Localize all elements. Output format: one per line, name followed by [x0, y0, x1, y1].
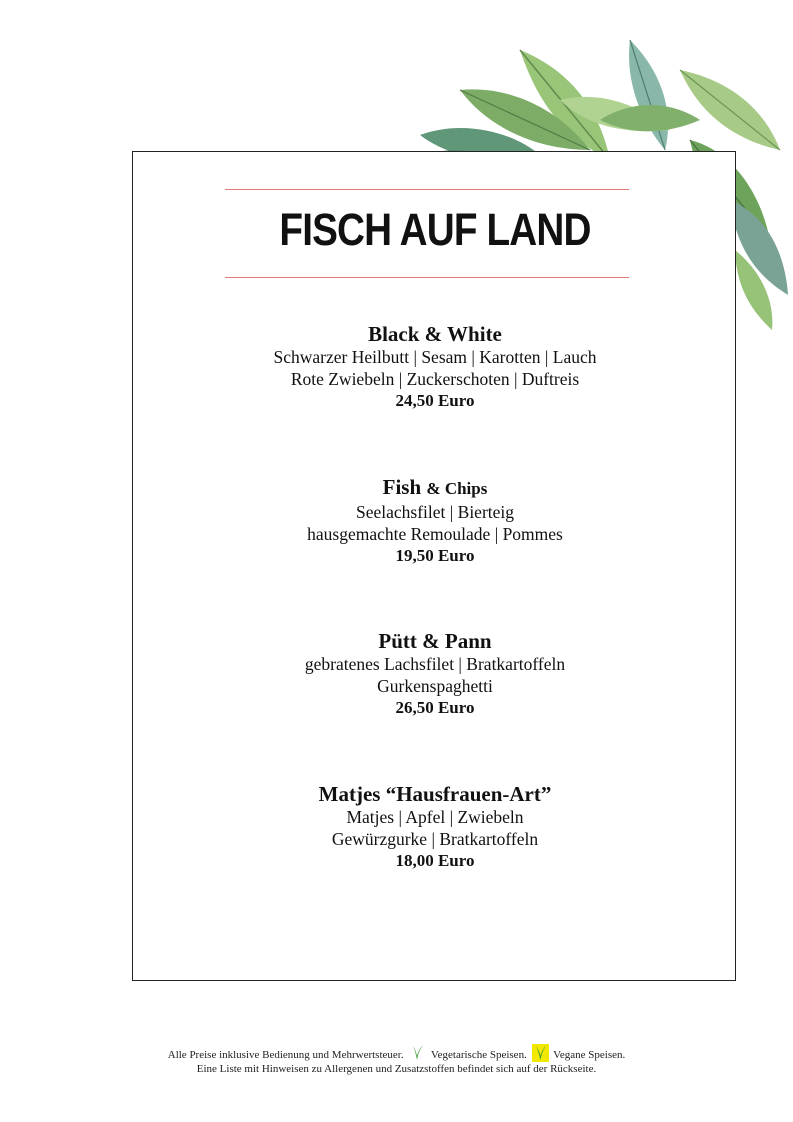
menu-title: FISCH AUF LAND: [279, 204, 591, 255]
dish-fish-chips: [133, 475, 737, 566]
menu-card: [132, 151, 736, 981]
dish-name-main: Fish: [382, 475, 422, 499]
dish-matjes: [133, 782, 737, 871]
dish-name-suffix: & Chips: [426, 479, 488, 498]
prices-note: Alle Preise inklusive Bedienung und Mehrwertsteuer.: [167, 1049, 404, 1061]
dish-name: Pütt & Pann: [378, 629, 492, 653]
dish-puett-pann: [133, 629, 737, 718]
dish-name: Matjes “Hausfrauen-Art”: [318, 782, 552, 806]
footer-line-1: [0, 1044, 793, 1062]
allergen-note: Eine Liste mit Hinweisen zu Allergenen und Zusatzstoffen befindet sich auf der Rückseite.: [196, 1063, 597, 1075]
dish-price: 18,00 Euro: [395, 851, 475, 870]
dish-description: gebratenes Lachsfilet | Bratkartoffeln: [304, 654, 566, 674]
dish-description: Schwarzer Heilbutt | Sesam | Karotten | Lauch: [273, 347, 597, 367]
footer-notes: [0, 1044, 793, 1076]
dish-name: Black & White: [368, 322, 502, 346]
dish-description: Gewürzgurke | Bratkartoffeln: [331, 829, 539, 849]
vegan-label: Vegane Speisen.: [553, 1049, 626, 1061]
dish-price: 19,50 Euro: [395, 546, 475, 565]
dish-price: 24,50 Euro: [395, 391, 475, 410]
dish-name: [133, 475, 737, 501]
dish-black-white: [133, 322, 737, 411]
dish-description: Seelachsfilet | Bierteig: [355, 502, 515, 522]
vegetarian-leaf-icon: [409, 1044, 425, 1062]
dish-description: Gurkenspaghetti: [377, 676, 493, 696]
dish-description: hausgemachte Remoulade | Pommes: [307, 524, 563, 544]
top-divider: [225, 189, 629, 190]
dish-description: Matjes | Apfel | Zwiebeln: [346, 807, 524, 827]
vegan-leaf-icon: [532, 1044, 549, 1062]
vegetarian-label: Vegetarische Speisen.: [430, 1049, 527, 1061]
dish-description: Rote Zwiebeln | Zuckerschoten | Duftreis: [290, 369, 580, 389]
dish-price: 26,50 Euro: [395, 698, 475, 717]
bottom-divider: [225, 277, 629, 278]
